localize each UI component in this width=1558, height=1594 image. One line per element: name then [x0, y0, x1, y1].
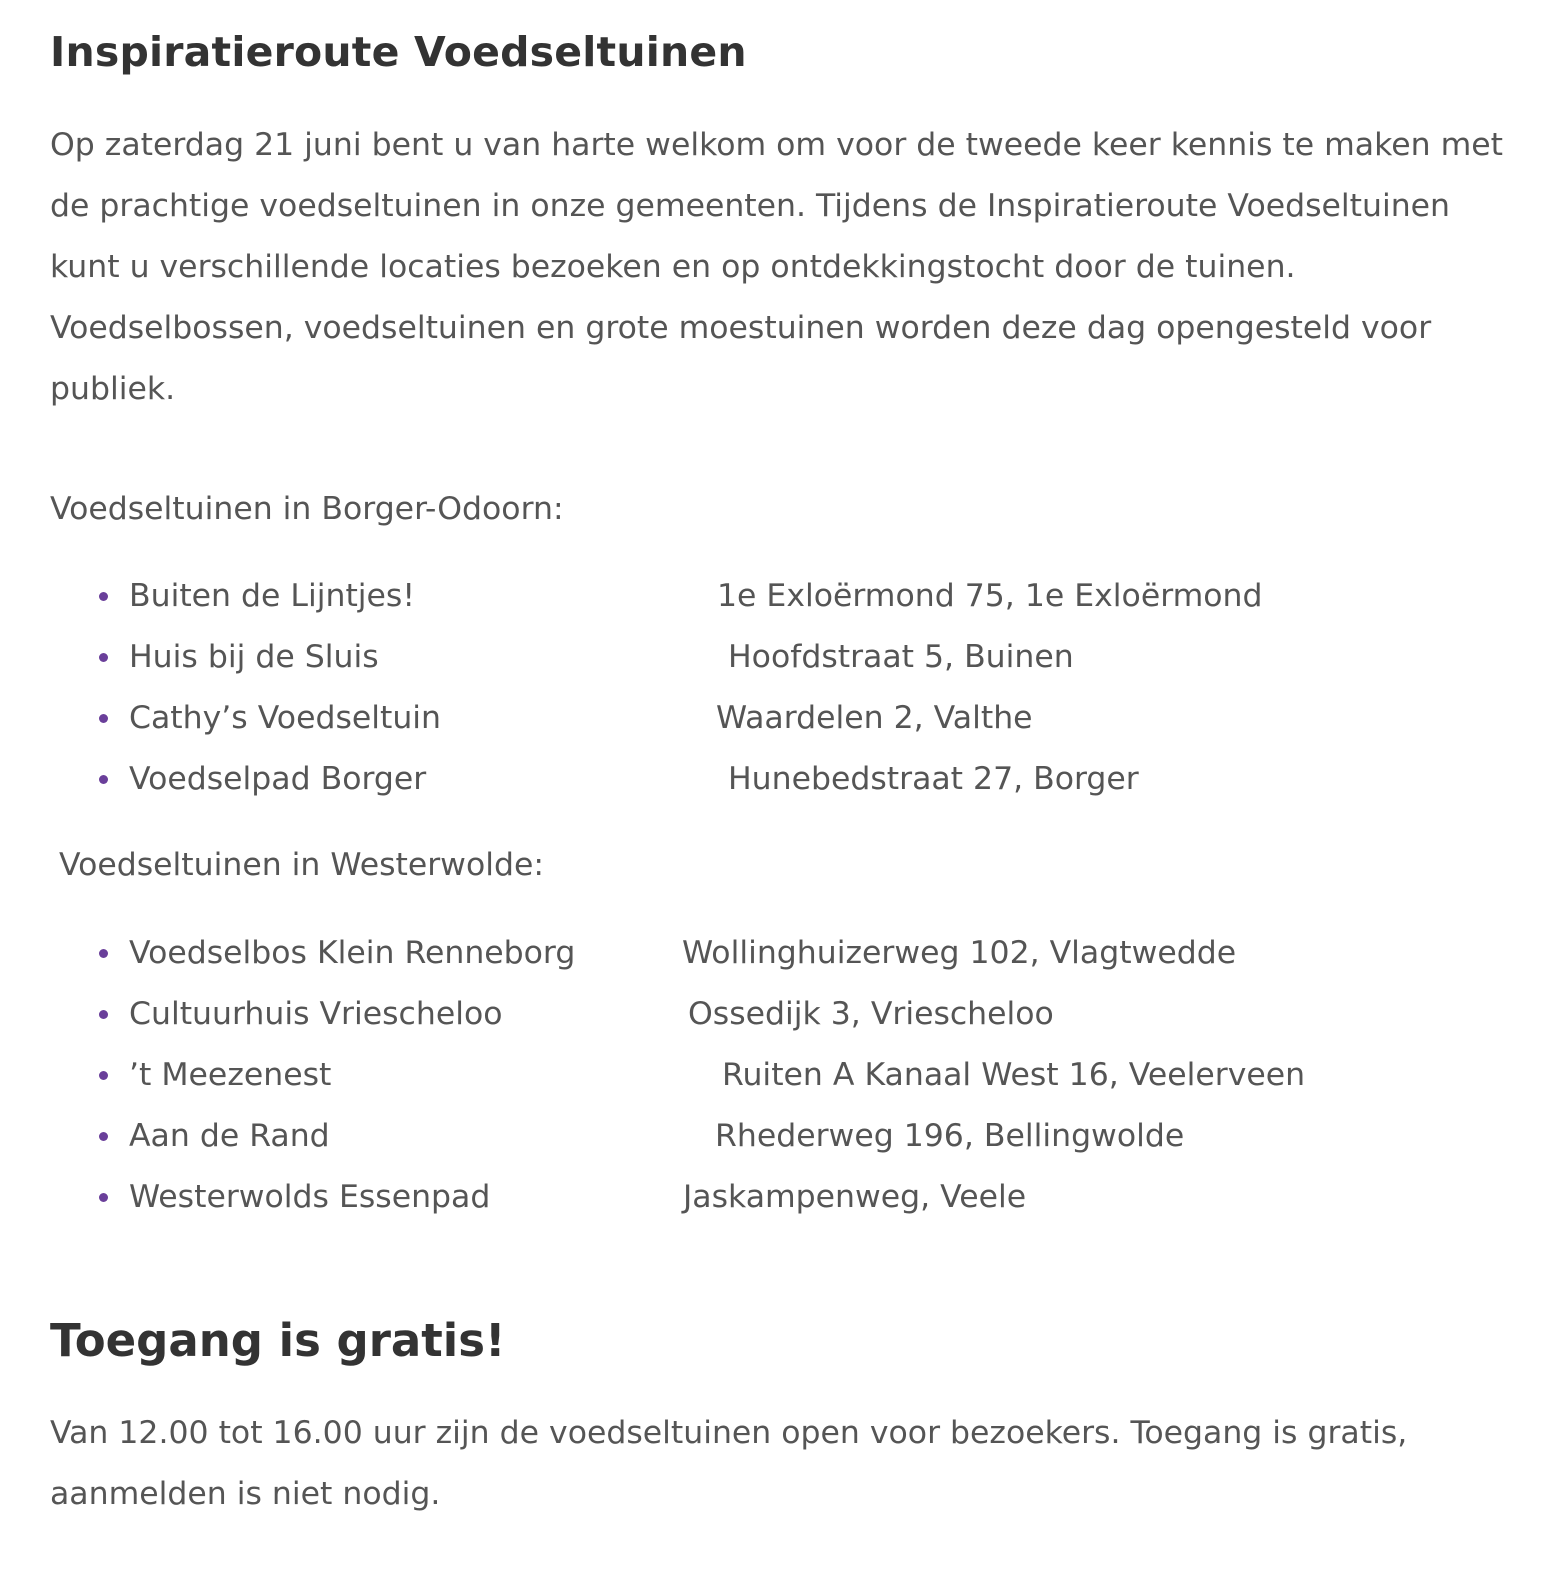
borger-odoorn-heading: Voedseltuinen in Borger-Odoorn:	[50, 491, 564, 527]
opening-hours-paragraph: Van 12.00 tot 16.00 uur zijn de voedseltuinen open voor bezoekers. Toegang is gratis, aanmelden is niet nodig.	[50, 1415, 1408, 1512]
list-item	[0, 1167, 1558, 1228]
location-name: Westerwolds Essenpad	[129, 1179, 491, 1215]
list-item	[0, 923, 1558, 984]
location-address: Rhederweg 196, Bellingwolde	[715, 1118, 1185, 1154]
location-address: Hunebedstraat 27, Borger	[728, 761, 1139, 797]
list-item	[0, 566, 1558, 627]
list-item	[0, 749, 1558, 810]
location-address: Wollinghuizerweg 102, Vlagtwedde	[682, 935, 1237, 971]
list-item	[0, 627, 1558, 688]
bullet-icon	[99, 653, 108, 662]
list-item	[0, 1106, 1558, 1167]
list-item	[0, 984, 1558, 1045]
bullet-icon	[99, 775, 108, 784]
location-name: ’t Meezenest	[129, 1057, 332, 1093]
location-address: Waardelen 2, Valthe	[716, 700, 1033, 736]
list-item	[0, 1045, 1558, 1106]
location-address: 1e Exloërmond 75, 1e Exloërmond	[717, 578, 1263, 614]
location-name: Voedselbos Klein Renneborg	[129, 935, 576, 971]
location-name: Voedselpad Borger	[129, 761, 427, 797]
bullet-icon	[99, 714, 108, 723]
westerwolde-list	[0, 923, 1558, 1228]
bullet-icon	[99, 592, 108, 601]
location-name: Huis bij de Sluis	[129, 639, 379, 675]
location-name: Cultuurhuis Vriescheloo	[129, 996, 503, 1032]
location-address: Ruiten A Kanaal West 16, Veelerveen	[722, 1057, 1306, 1093]
free-access-heading: Toegang is gratis!	[50, 1314, 506, 1367]
list-item	[0, 688, 1558, 749]
location-name: Buiten de Lijntjes!	[129, 578, 415, 614]
location-name: Cathy’s Voedseltuin	[129, 700, 442, 736]
bullet-icon	[99, 949, 108, 958]
westerwolde-heading: Voedseltuinen in Westerwolde:	[59, 847, 544, 883]
intro-paragraph: Op zaterdag 21 juni bent u van harte welkom om voor de tweede keer kennis te maken met de prachtige voedseltuinen in onze gemeenten. Tijdens de Inspiratieroute Voedseltuinen kunt u verschillende locaties bezoeken en op ontdekkingstocht door de tuinen. Voedselbossen, voedseltuinen en grote moestuinen worden deze dag opengesteld voor publiek.	[50, 127, 1503, 407]
location-name: Aan de Rand	[129, 1118, 330, 1154]
location-address: Hoofdstraat 5, Buinen	[728, 639, 1074, 675]
bullet-icon	[99, 1010, 108, 1019]
bullet-icon	[99, 1132, 108, 1141]
location-address: Jaskampenweg, Veele	[683, 1179, 1027, 1215]
borger-odoorn-list	[0, 566, 1558, 810]
bullet-icon	[99, 1071, 108, 1080]
location-address: Ossedijk 3, Vriescheloo	[688, 996, 1054, 1032]
page-title: Inspiratieroute Voedseltuinen	[50, 28, 747, 76]
bullet-icon	[99, 1193, 108, 1202]
